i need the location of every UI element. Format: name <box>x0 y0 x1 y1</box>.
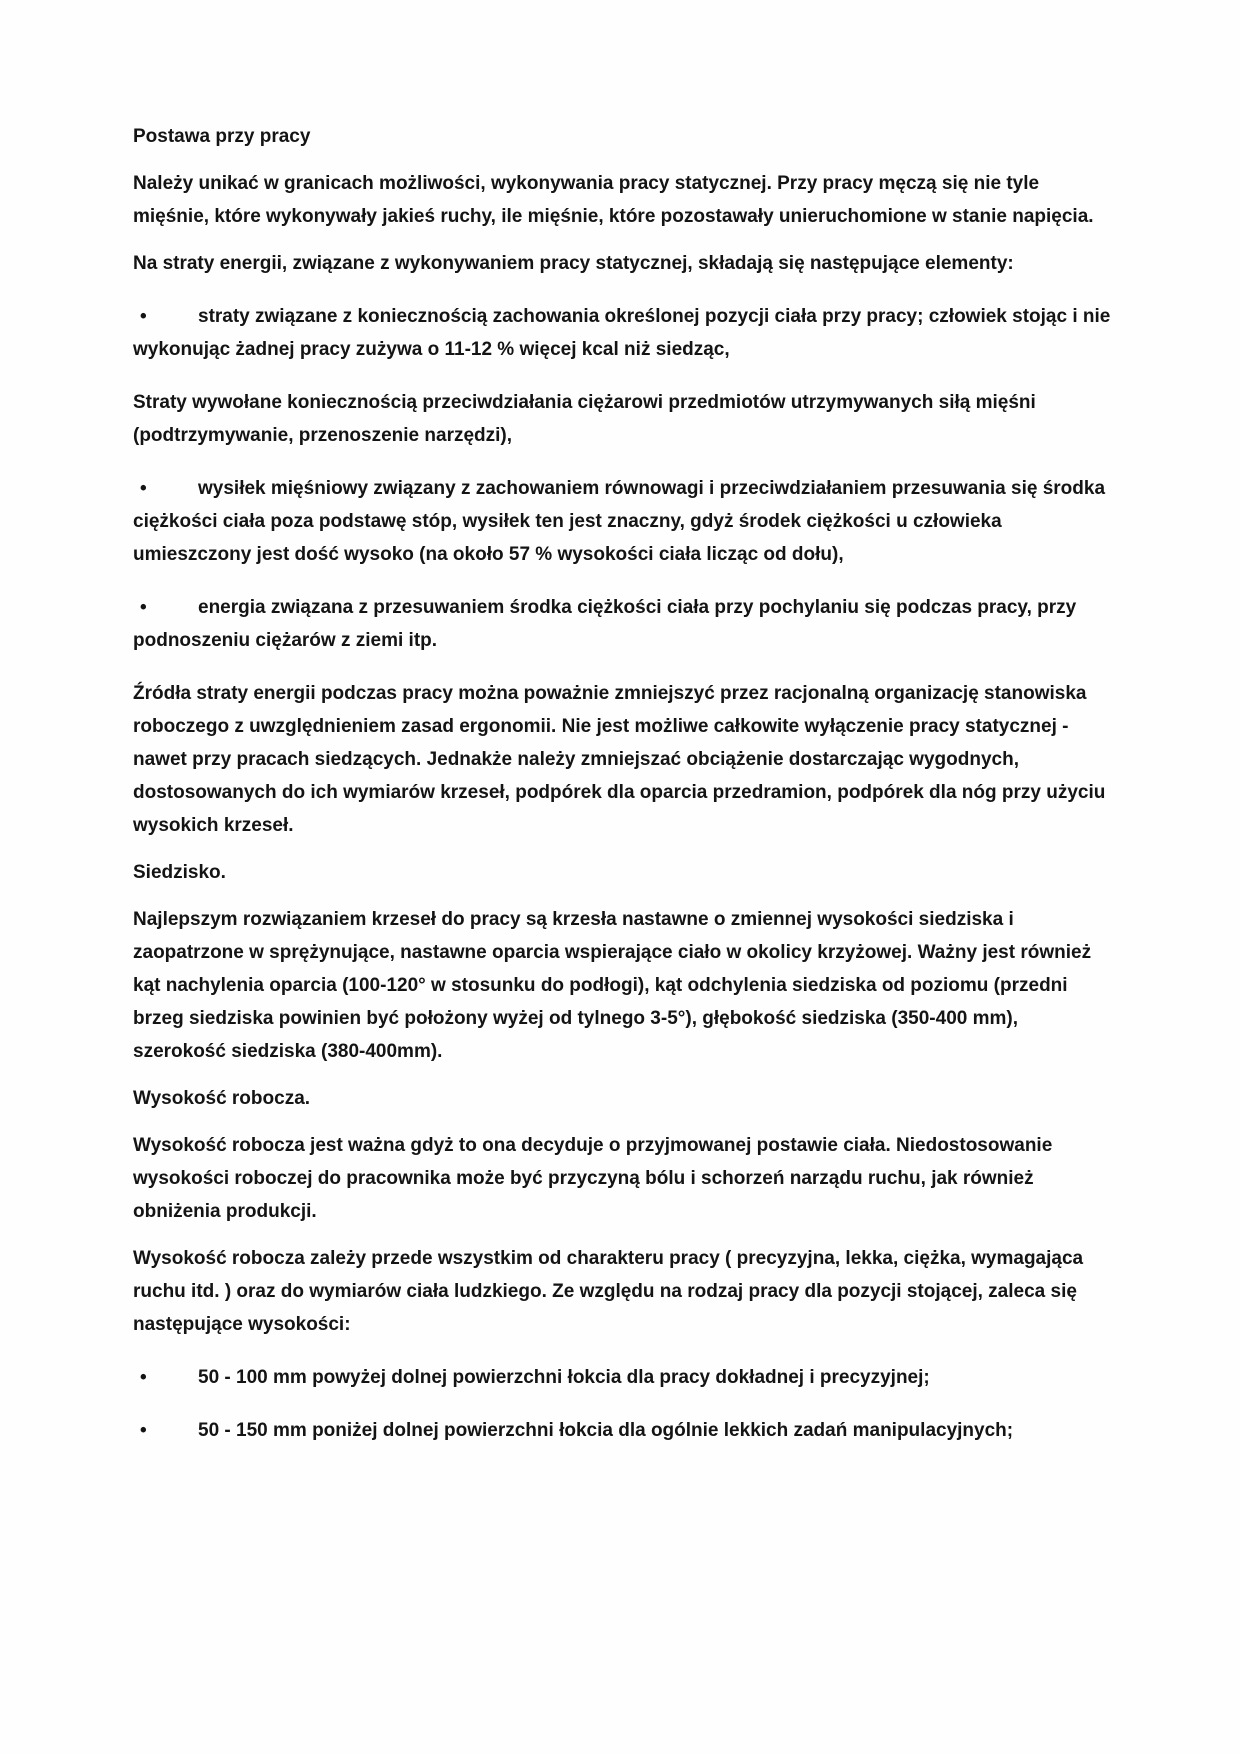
section-heading-wysokosc-robocza: Wysokość robocza. <box>133 1088 311 1109</box>
bullet-item-height-light-tasks <box>133 1414 1112 1447</box>
bullet-text: 50 - 150 mm poniżej dolnej powierzchni łokcia dla ogólnie lekkich zadań manipulacyjnych; <box>198 1420 1014 1441</box>
paragraph-working-height-factors: Wysokość robocza zależy przede wszystkim od charakteru pracy ( precyzyjna, lekka, ciężka, wymagająca ruchu itd. ) oraz do wymiarów ciała ludzkiego. Ze względu na rodzaj pracy dla pozycji stojącej, zaleca się następujące wysokości: <box>133 1248 1084 1335</box>
paragraph-energy-loss-lead: Na straty energii, związane z wykonywaniem pracy statycznej, składają się następujące elementy: <box>133 253 1014 274</box>
section-heading-siedzisko: Siedzisko. <box>133 862 226 883</box>
bullet-item-position-losses <box>133 300 1112 366</box>
paragraph-ergonomics-sources: Źródła straty energii podczas pracy można poważnie zmniejszyć przez racjonalną organizację stanowiska roboczego z uwzględnieniem zasad ergonomii. Nie jest możliwe całkowite wyłączenie pracy statycznej - nawet przy pracach siedzących. Jednakże należy zmniejszać obciążenie dostarczając wygodnych, dostosowanych do ich wymiarów krzeseł, podpórek dla oparcia przedramion, podpórek dla nóg przy użyciu wysokich krzeseł. <box>133 683 1106 836</box>
bullet-text: wysiłek mięśniowy związany z zachowaniem równowagi i przeciwdziałaniem przesuwania się środka ciężkości ciała poza podstawę stóp, wysiłek ten jest znaczny, gdyż środek ciężkości u człowieka umieszczony jest dość wysoko (na około 57 % wysokości ciała licząc od dołu), <box>133 478 1106 565</box>
paragraph-weight-counteraction: Straty wywołane koniecznością przeciwdziałania ciężarowi przedmiotów utrzymywanych siłą mięśni (podtrzymywanie, przenoszenie narzędzi), <box>133 392 1036 446</box>
paragraph-static-work-intro: Należy unikać w granicach możliwości, wykonywania pracy statycznej. Przy pracy męczą się nie tyle mięśnie, które wykonywały jakieś ruchy, ile mięśnie, które pozostawały unieruchomione w stanie napięcia. <box>133 173 1094 227</box>
bullet-marker: • <box>140 1420 147 1441</box>
bullet-marker: • <box>140 597 147 618</box>
bullet-marker: • <box>140 1367 147 1388</box>
paragraph-seat-description: Najlepszym rozwiązaniem krzeseł do pracy są krzesła nastawne o zmiennej wysokości siedziska i zaopatrzone w sprężynujące, nastawne oparcia wspierające ciało w okolicy krzyżowej. Ważny jest również kąt nachylenia oparcia (100-120° w stosunku do podłogi), kąt odchylenia siedziska od poziomu (przedni brzeg siedziska powinien być położony wyżej od tylnego 3-5°), głębokość siedziska (350-400 mm), szerokość siedziska (380-400mm). <box>133 909 1092 1062</box>
bullet-text: straty związane z koniecznością zachowania określonej pozycji ciała przy pracy; człowiek stojąc i nie wykonując żadnej pracy zużywa o 11-12 % więcej kcal niż siedząc, <box>133 306 1111 360</box>
bullet-text: 50 - 100 mm powyżej dolnej powierzchni łokcia dla pracy dokładnej i precyzyjnej; <box>198 1367 930 1388</box>
document-title: Postawa przy pracy <box>133 126 311 147</box>
bullet-item-height-precise-work <box>133 1361 1112 1394</box>
bullet-item-center-of-gravity-energy <box>133 591 1112 657</box>
bullet-marker: • <box>140 306 147 327</box>
paragraph-working-height-importance: Wysokość robocza jest ważna gdyż to ona decyduje o przyjmowanej postawie ciała. Niedostosowanie wysokości roboczej do pracownika może być przyczyną bólu i schorzeń narządu ruchu, jak również obniżenia produkcji. <box>133 1135 1053 1222</box>
bullet-text: energia związana z przesuwaniem środka ciężkości ciała przy pochylaniu się podczas pracy, przy podnoszeniu ciężarów z ziemi itp. <box>133 597 1077 651</box>
bullet-item-balance-effort <box>133 472 1112 571</box>
bullet-marker: • <box>140 478 147 499</box>
